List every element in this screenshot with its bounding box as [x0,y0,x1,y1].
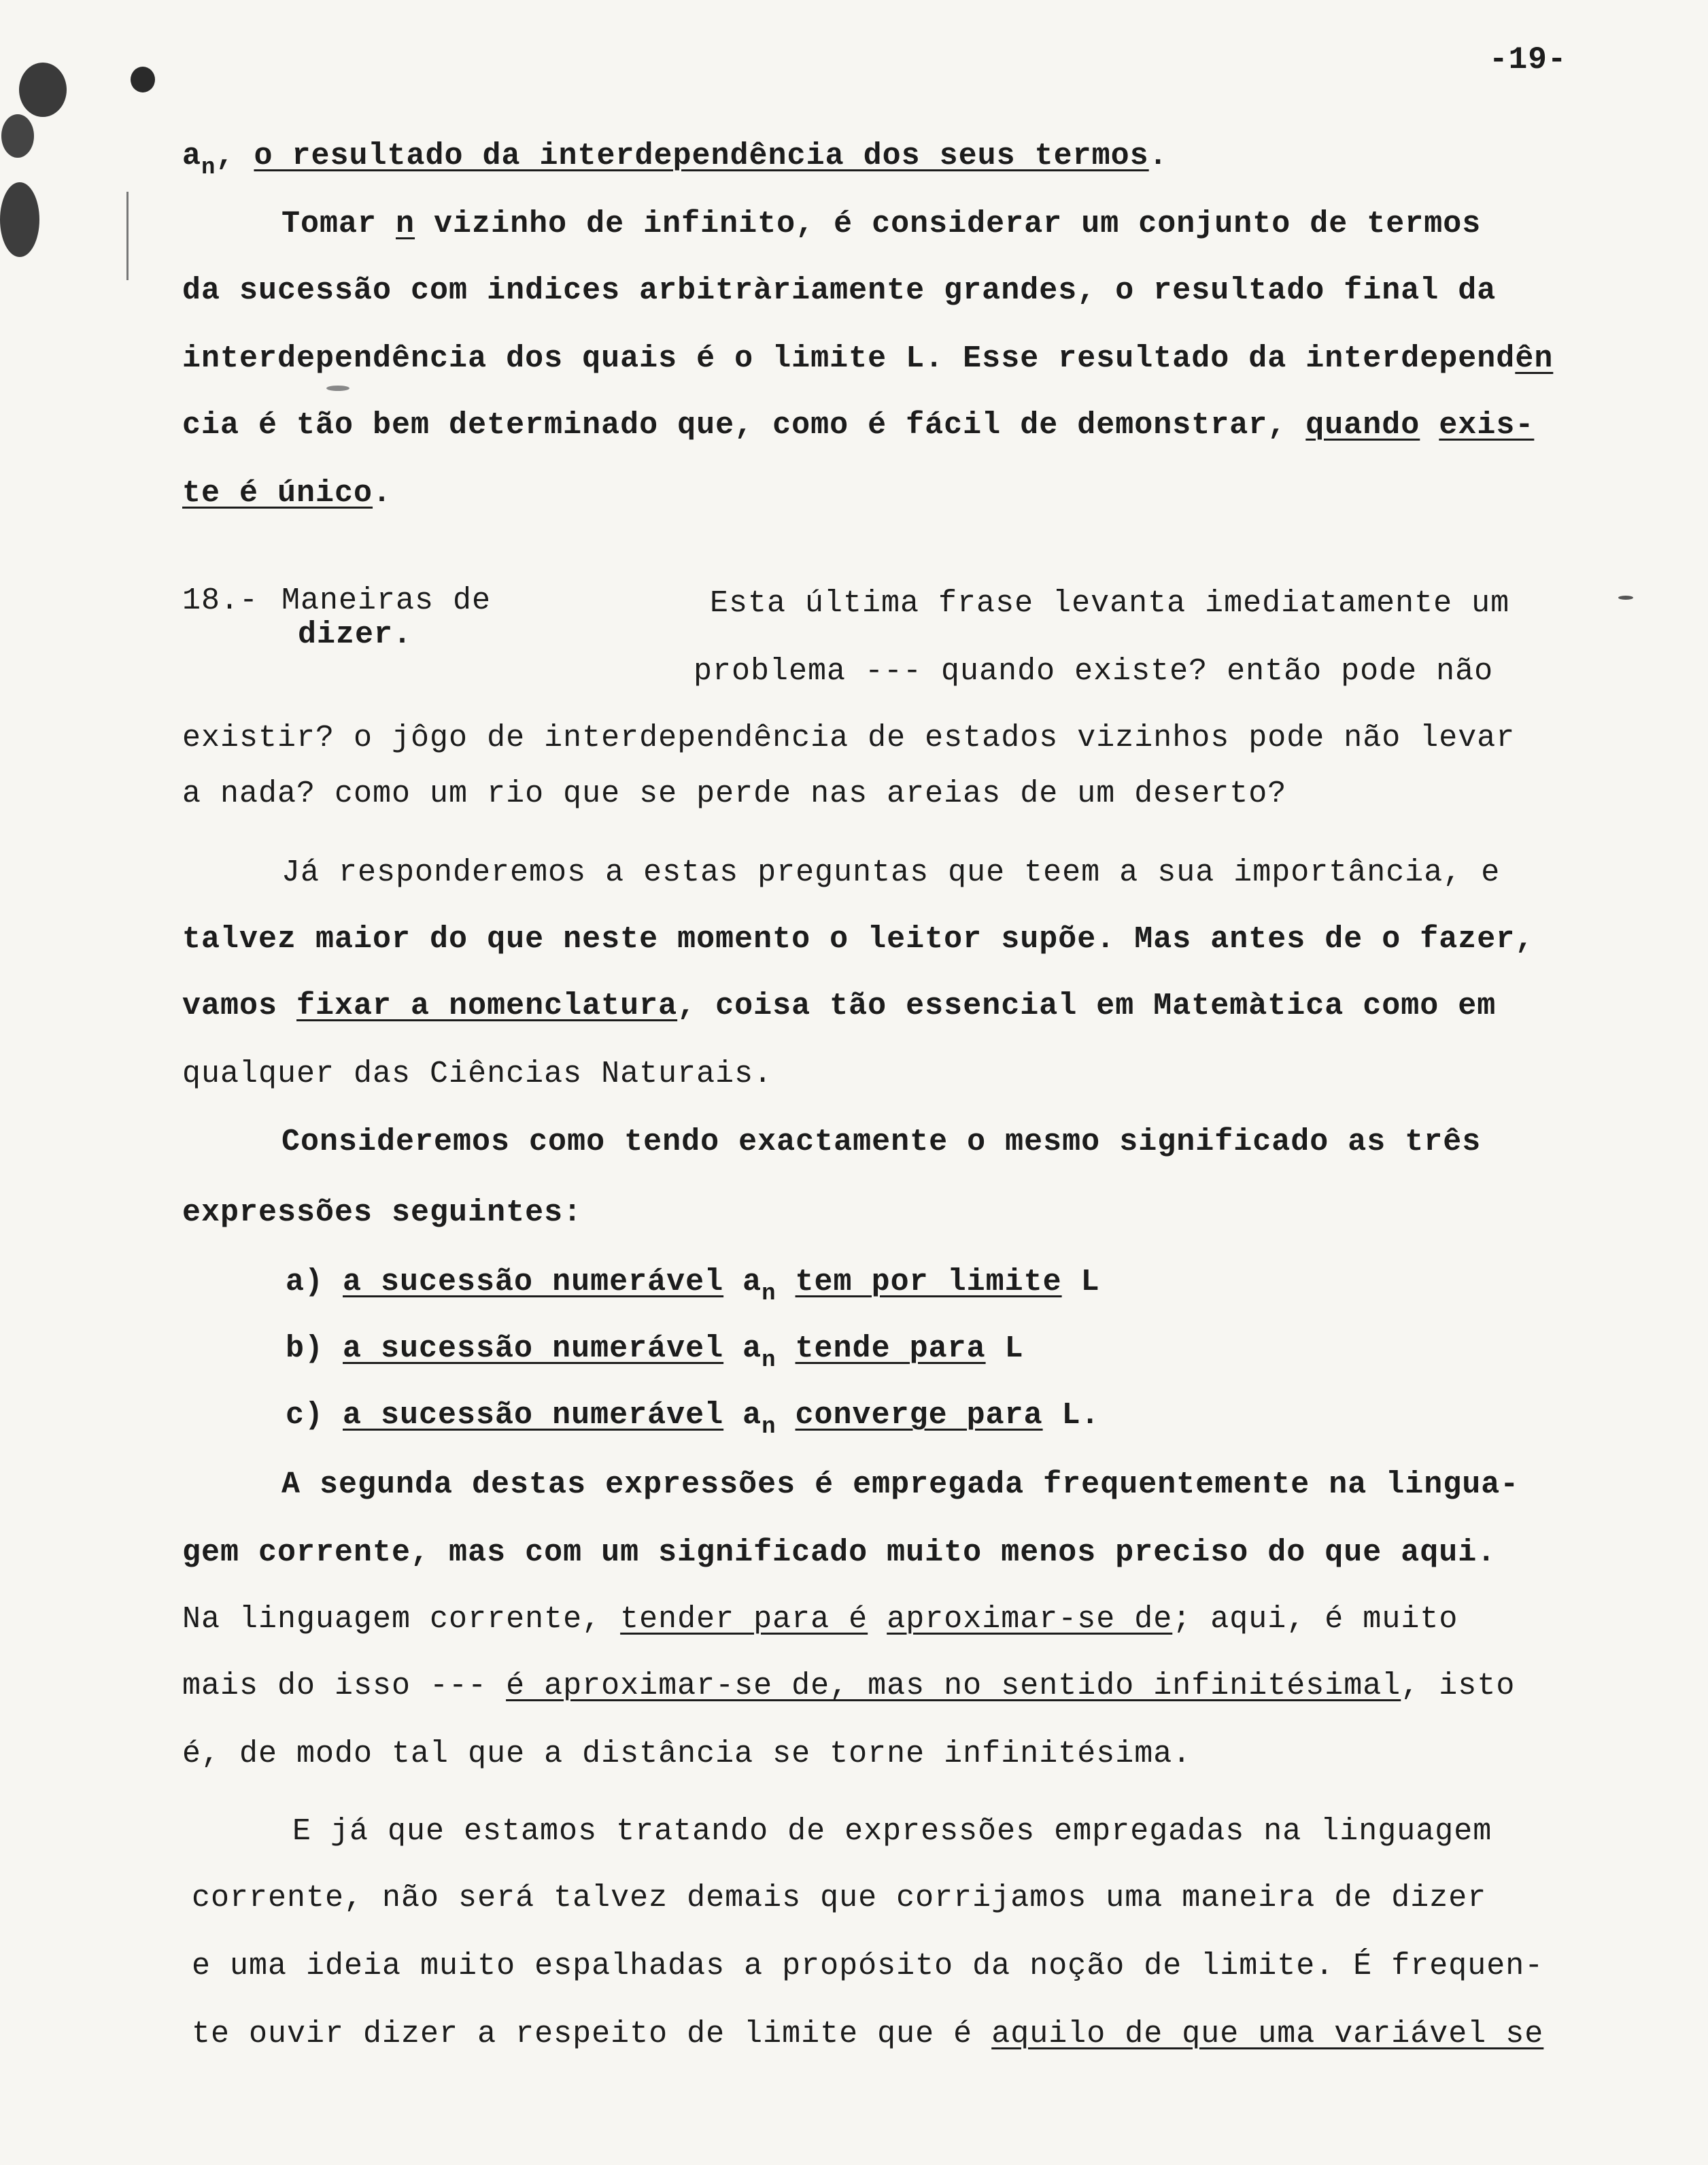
text-line: é, de modo tal que a distância se torne infinitésima. [182,1737,1192,1771]
text-line: e uma ideia muito espalhadas a propósito da noção de limite. É frequen- [192,1949,1544,1983]
text-line: expressões seguintes: [182,1195,583,1230]
list-item-a: a) a sucessão numerável $a_n$ tem por limite L [286,1265,1100,1307]
text-line: te ouvir dizer a respeito de limite que é aquilo de que uma variável se [192,2017,1544,2051]
text-line: Na linguagem corrente, tender para é aproximar-se de; aqui, é muito [182,1602,1458,1637]
text-line: qualquer das Ciências Naturais. [182,1057,773,1091]
text-line: te é único. [182,476,392,511]
text-line: da sucessão com indices arbitràriamente grandes, o resultado final da [182,273,1497,308]
text-line: corrente, não será talvez demais que corrijamos uma maneira de dizer [192,1881,1487,1915]
text-line: $a_n$, o resultado da interdependência dos seus termos. [182,139,1168,181]
text-line: existir? o jôgo de interdependência de estados vizinhos pode não levar [182,721,1516,755]
section-number: 18.- [182,583,259,618]
binder-hole-top [19,63,67,117]
binder-hole-middle [1,114,34,158]
scan-speck [326,386,349,391]
text-line: problema --- quando existe? então pode não [694,654,1494,689]
text-line: A segunda destas expressões é empregada frequentemente na lingua- [281,1467,1520,1502]
section-title: dizer. [298,617,413,652]
scan-speck [1618,596,1633,600]
text-line: E já que estamos tratando de expressões empregadas na linguagem [292,1814,1492,1849]
text-line: Esta última frase levanta imediatamente um [710,586,1510,621]
text-line: talvez maior do que neste momento o leitor supõe. Mas antes de o fazer, [182,922,1535,957]
binder-hole-lower [0,182,39,257]
text-line: vamos fixar a nomenclatura, coisa tão essencial em Matemàtica como em [182,989,1497,1023]
text-line: Já responderemos a estas preguntas que teem a sua importância, e [281,855,1501,890]
binder-hole-small [131,67,155,92]
list-item-b: b) a sucessão numerável $a_n$ tende para L [286,1331,1024,1374]
text-line: Consideremos como tendo exactamente o mesmo significado as três [281,1125,1482,1159]
section-title: Maneiras de [281,583,492,618]
text-line: Tomar n vizinho de infinito, é considerar um conjunto de termos [281,207,1482,241]
text-line: mais do isso --- é aproximar-se de, mas no sentido infinitésimal, isto [182,1669,1516,1703]
page-number: -19- [1489,42,1567,78]
margin-mark [126,192,129,280]
list-item-c: c) a sucessão numerável $a_n$ converge para L. [286,1398,1100,1440]
text-line: a nada? como um rio que se perde nas areias de um deserto? [182,777,1287,811]
text-line: interdependência dos quais é o limite L. Esse resultado da interdependên [182,341,1554,376]
text-line: gem corrente, mas com um significado muito menos preciso do que aqui. [182,1535,1497,1570]
text-line: cia é tão bem determinado que, como é fácil de demonstrar, quando exis- [182,408,1535,443]
